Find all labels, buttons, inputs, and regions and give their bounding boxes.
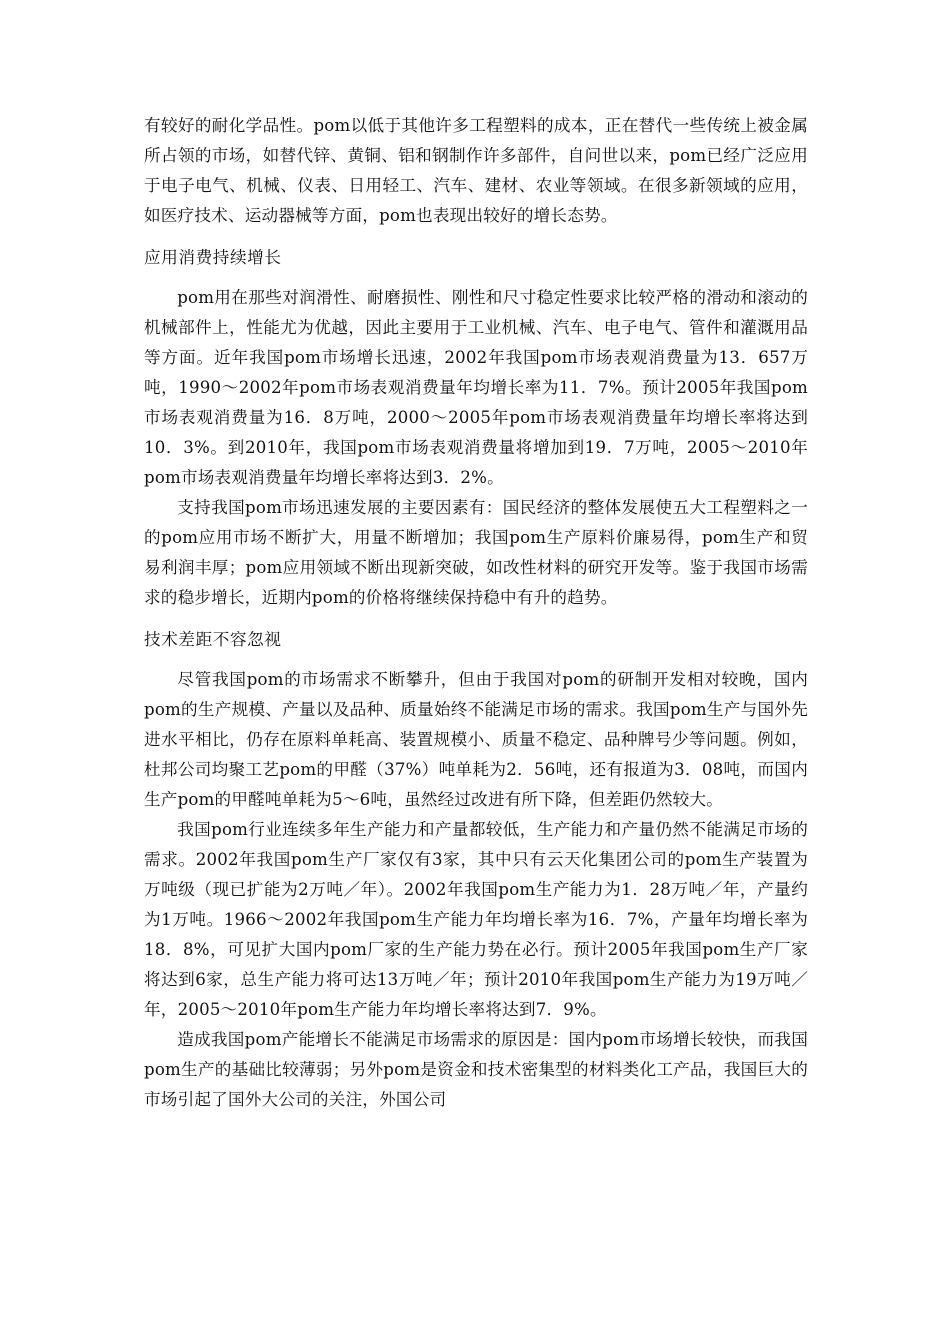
- spacer: [144, 613, 808, 625]
- paragraph-consumption-growth: pom用在那些对润滑性、耐磨损性、刚性和尺寸稳定性要求比较严格的滑动和滚动的机械部件上，性能尤为优越，因此主要用于工业机械、汽车、电子电气、管件和灌溉用品等方面。近年我国pom市场增长迅速，2002年我国pom市场表观消费量为13．657万吨，1990～2002年pom市场表观消费量年均增长率为11．7%。预计2005年我国pom市场表观消费量为16．8万吨，2000～2005年pom市场表观消费量年均增长率将达到10．3%。到2010年，我国pom市场表观消费量将增加到19．7万吨，2005～2010年pom市场表观消费量年均增长率将达到3．2%。: [144, 288, 808, 487]
- paragraph-capacity-reasons: 造成我国pom产能增长不能满足市场需求的原因是：国内pom市场增长较快，而我国pom生产的基础比较薄弱；另外pom是资金和技术密集型的材料类化工产品，我国巨大的市场引起了国外大公司的关注，外国公司: [144, 1030, 808, 1109]
- section-heading-consumption: 应用消费持续增长: [144, 248, 282, 267]
- paragraph-market-drivers: 支持我国pom市场迅速发展的主要因素有：国民经济的整体发展使五大工程塑料之一的pom应用市场不断扩大，用量不断增加；我国pom生产原料价廉易得，pom生产和贸易利润丰厚；pom应用领域不断出现新突破，如改性材料的研究开发等。鉴于我国市场需求的稳步增长，近期内pom的价格将继续保持稳中有升的趋势。: [144, 498, 808, 607]
- spacer: [144, 655, 808, 665]
- paragraph-technology-gap: 尽管我国pom的市场需求不断攀升，但由于我国对pom的研制开发相对较晚，国内pom的生产规模、产量以及品种、质量始终不能满足市场的需求。我国pom生产与国外先进水平相比，仍存在原料单耗高、装置规模小、质量不稳定、品种牌号少等问题。例如，杜邦公司均聚工艺pom的甲醛（37%）吨单耗为2．56吨，还有报道为3．08吨，而国内生产pom的甲醛吨单耗为5～6吨，虽然经过改进有所下降，但差距仍然较大。: [144, 670, 808, 809]
- intro-paragraph: 有较好的耐化学品性。pom以低于其他许多工程塑料的成本，正在替代一些传统上被金属所占领的市场，如替代锌、黄铜、铝和钢制作许多部件，自问世以来，pom已经广泛应用于电子电气、机械、仪表、日用轻工、汽车、建材、农业等领域。在很多新领域的应用，如医疗技术、运动器械等方面，pom也表现出较好的增长态势。: [144, 116, 808, 225]
- document-body: [144, 111, 808, 1115]
- spacer: [144, 273, 808, 283]
- paragraph-capacity: 我国pom行业连续多年生产能力和产量都较低，生产能力和产量仍然不能满足市场的需求。2002年我国pom生产厂家仅有3家，其中只有云天化集团公司的pom生产装置为万吨级（现已扩能为2万吨／年）。2002年我国pom生产能力为1．28万吨／年，产量约为1万吨。1966～2002年我国pom生产能力年均增长率为16．7%，产量年均增长率为18．8%，可见扩大国内pom厂家的生产能力势在必行。预计2005年我国pom生产厂家将达到6家，总生产能力将可达13万吨／年；预计2010年我国pom生产能力为19万吨／年，2005～2010年pom生产能力年均增长率将达到7．9%。: [144, 820, 808, 1019]
- spacer: [144, 231, 808, 243]
- section-heading-technology-gap: 技术差距不容忽视: [144, 630, 282, 649]
